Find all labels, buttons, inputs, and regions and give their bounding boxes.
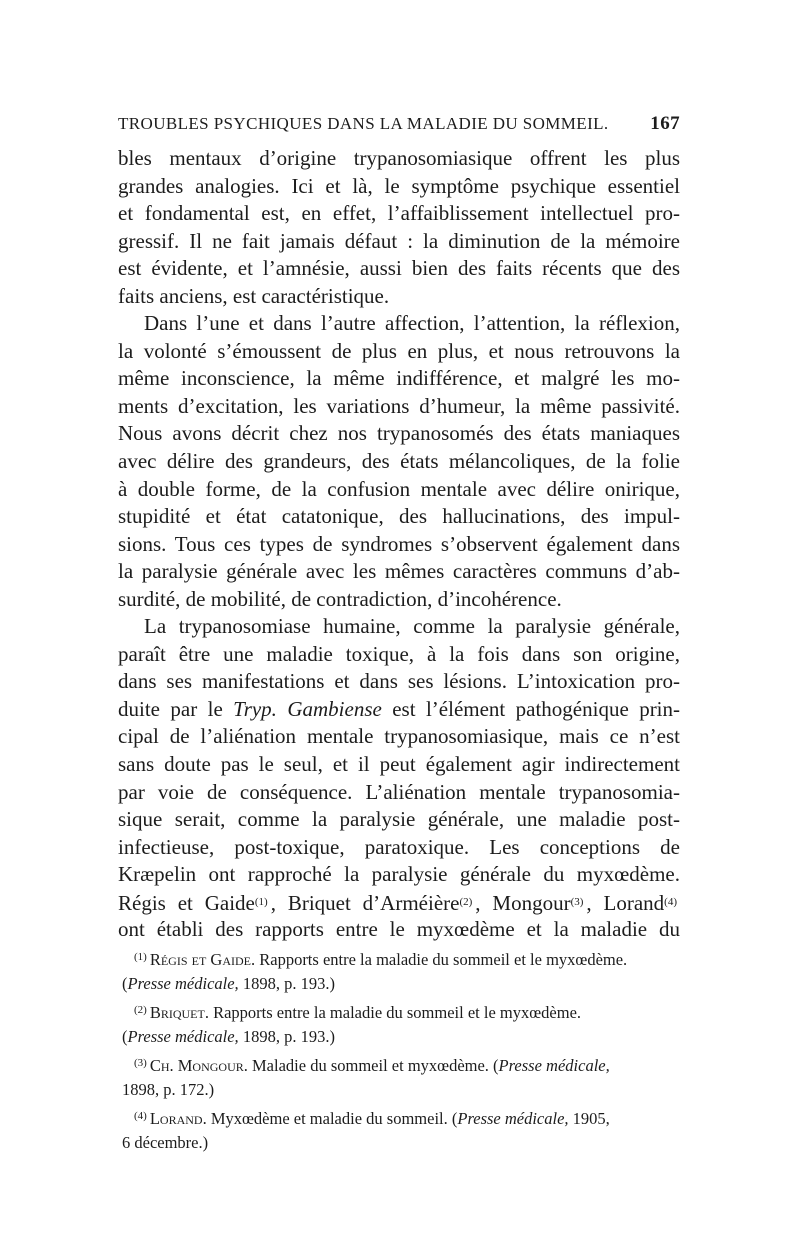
text-line: Dans l’une et dans l’autre affection, l’attention, la réflexion, <box>144 311 680 336</box>
footnote-marker: (4) <box>134 1110 147 1122</box>
footnote-citation: 1898, p. 193.) <box>242 1026 335 1046</box>
text-line: Kræpelin ont rapproché la paralysie générale du myxœdème. <box>118 862 680 887</box>
text-segment: duite par le <box>118 696 223 721</box>
running-title: TROUBLES PSYCHIQUES DANS LA MALADIE DU SOMMEIL. <box>118 114 609 133</box>
footnote-1-continuation <box>118 971 680 998</box>
footnote-2-continuation <box>118 1024 680 1051</box>
footnote-marker: (1) <box>134 951 147 963</box>
footnote-source: Presse médicale, <box>127 1026 239 1046</box>
text-line: sique serait, comme la paralysie générale, une maladie post- <box>118 807 680 832</box>
text-segment: , Briquet d’Arméière <box>270 890 460 915</box>
footnote-text: Rapports entre la maladie du sommeil et le myxœdème. <box>213 1003 582 1022</box>
text-line: grandes analogies. Ici et là, le symptôme psychique essentiel <box>118 173 680 198</box>
footnote-year: 1905, <box>572 1109 610 1128</box>
text-line: Nous avons décrit chez nos trypanosomés des états maniaques <box>118 421 680 446</box>
footnote-citation: 6 décembre.) <box>122 1132 209 1152</box>
text-line: cipal de l’aliénation mentale trypanosomiasique, mais ce n’est <box>118 724 680 749</box>
text-segment: Régis et Gaide <box>118 890 255 915</box>
text-line: est évidente, et l’amnésie, aussi bien des faits récents que des <box>118 256 680 281</box>
text-line: La trypanosomiase humaine, comme la paralysie générale, <box>144 614 680 639</box>
footnote-source: Presse médicale, <box>498 1056 610 1075</box>
italic-species-name: Tryp. Gambiense <box>233 696 382 721</box>
text-line: et fondamental est, en effet, l’affaiblissement intellectuel pro- <box>118 201 680 226</box>
footnote-3-continuation <box>118 1077 680 1104</box>
text-line: par voie de conséquence. L’aliénation mentale trypanosomia- <box>118 779 680 804</box>
footnote-author: Briquet. <box>149 1003 209 1022</box>
text-line: avec délire des grandeurs, des états mélancoliques, de la folie <box>118 449 680 474</box>
footnote-source: Presse médicale, <box>127 973 239 993</box>
footnote-citation: 1898, p. 172.) <box>122 1079 215 1099</box>
footnote-2 <box>118 997 680 1024</box>
text-line: ments d’excitation, les variations d’humeur, la même passivité. <box>118 393 680 418</box>
text-line: surdité, de mobilité, de contradiction, d’incohérence. <box>118 586 562 611</box>
page-number: 167 <box>650 113 680 134</box>
text-segment: est l’élément pathogénique prin- <box>392 696 680 721</box>
footnote-text: Myxœdème et maladie du sommeil. ( <box>210 1109 458 1128</box>
footnote-ref: (1) <box>254 895 268 908</box>
footnote-paren: ( <box>122 973 128 993</box>
footnote-paren: ( <box>122 1026 128 1046</box>
text-line: sans doute pas le seul, et il peut également agir indirectement <box>118 752 680 777</box>
text-line <box>118 889 680 917</box>
footnote-text: Rapports entre la maladie du sommeil et le myxœdème. <box>259 950 628 969</box>
text-line: la volonté s’émoussent de plus en plus, et nous retrouvons la <box>118 338 680 363</box>
footnote-ref: (2) <box>459 895 473 908</box>
footnote-author: Ch. Mongour. <box>149 1056 248 1075</box>
text-line: faits anciens, est caractéristique. <box>118 283 390 308</box>
footnote-ref: (3) <box>570 895 584 908</box>
footnote-1 <box>118 944 680 971</box>
footnote-4 <box>118 1103 680 1130</box>
text-line: paraît être une maladie toxique, à la fois dans son origine, <box>118 641 680 666</box>
footnote-ref: (4) <box>664 895 677 908</box>
text-segment: , Mongour <box>475 890 571 915</box>
footnote-text: Maladie du sommeil et myxœdème. ( <box>252 1056 499 1075</box>
text-line: stupidité et état catatonique, des hallucinations, des impul- <box>118 504 680 529</box>
footnote-citation: 1898, p. 193.) <box>242 973 335 993</box>
text-line <box>118 696 680 724</box>
footnotes <box>118 944 680 1156</box>
running-header <box>118 113 680 143</box>
footnote-author: Régis et Gaide. <box>149 950 256 969</box>
text-segment: , Lorand <box>586 890 665 915</box>
footnote-source: Presse médicale, <box>457 1109 569 1128</box>
footnote-marker: (2) <box>134 1004 147 1016</box>
text-line: infectieuse, post-toxique, paratoxique. Les conceptions de <box>118 834 680 859</box>
footnote-author: Lorand. <box>149 1109 207 1128</box>
footnote-4-continuation <box>118 1130 680 1157</box>
text-line: bles mentaux d’origine trypanosomiasique offrent les plus <box>118 146 680 170</box>
text-line: à double forme, de la confusion mentale avec délire onirique, <box>118 476 680 501</box>
text-line: la paralysie générale avec les mêmes caractères communs d’ab- <box>118 559 680 584</box>
footnote-marker: (3) <box>134 1057 147 1069</box>
footnote-3 <box>118 1050 680 1077</box>
body-text <box>118 145 680 944</box>
text-line: gressif. Il ne fait jamais défaut : la diminution de la mémoire <box>118 228 680 253</box>
text-line: ont établi des rapports entre le myxœdème et la maladie du <box>118 917 680 942</box>
text-line: dans ses manifestations et dans ses lésions. L’intoxication pro- <box>118 669 680 694</box>
text-line: même inconscience, la même indifférence, et malgré les mo- <box>118 366 680 391</box>
text-line: sions. Tous ces types de syndromes s’observent également dans <box>118 531 680 556</box>
